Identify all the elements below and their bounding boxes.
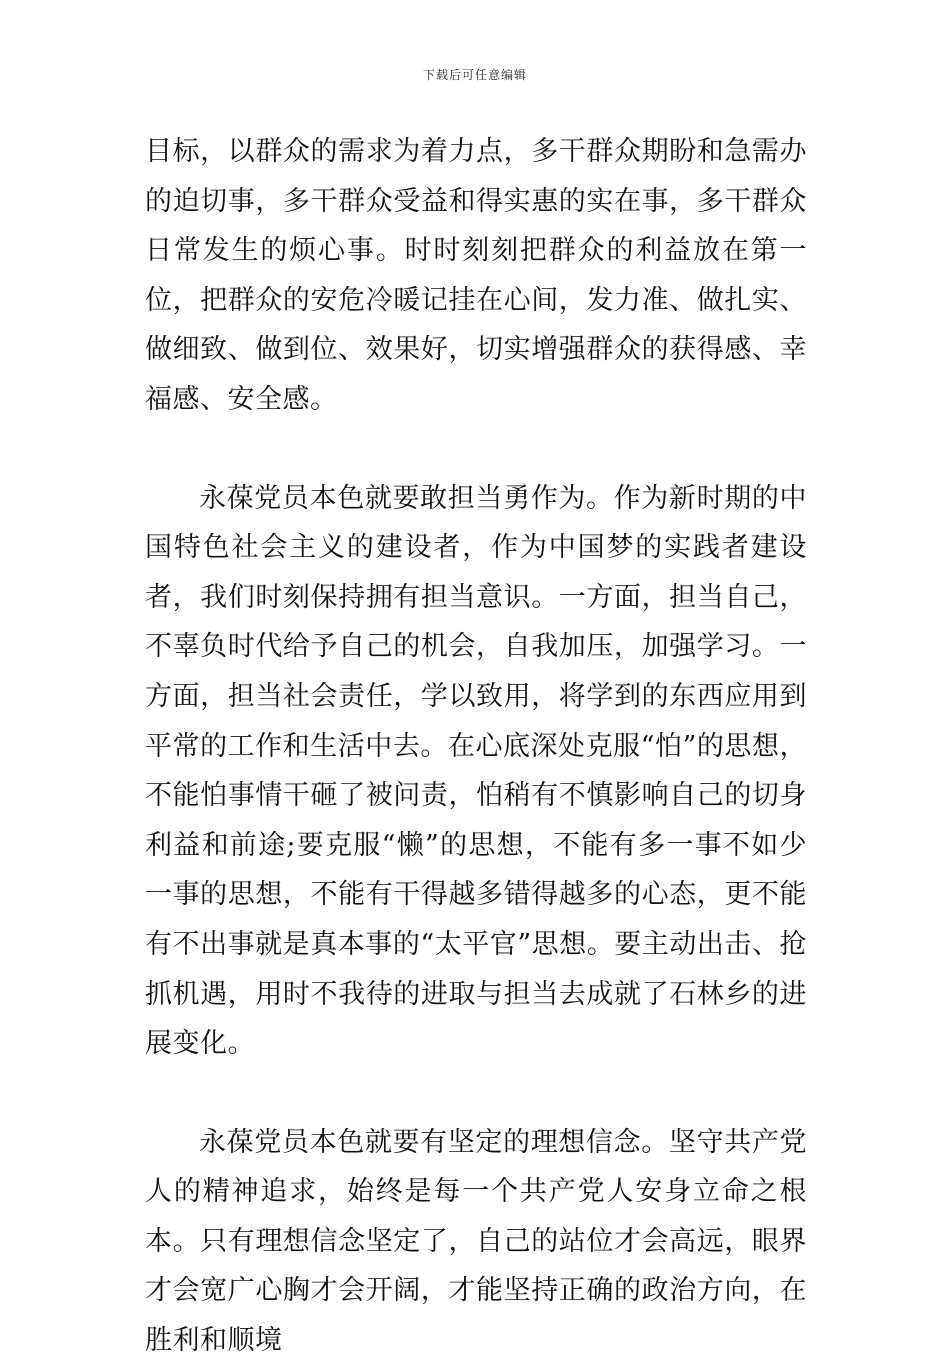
paragraph-continuation: 目标，以群众的需求为着力点，多干群众期盼和急需办的迫切事，多干群众受益和得实惠的实在事，多干群众日常发生的烦心事。时时刻刻把群众的利益放在第一位，把群众的安危冷暖记挂在心间，发力准、做扎实、做细致、做到位、效果好，切实增强群众的获得感、幸福感、安全感。 — [145, 136, 807, 415]
document-body — [145, 127, 807, 1366]
paragraph-courage-responsibility: 永葆党员本色就要敢担当勇作为。作为新时期的中国特色社会主义的建设者，作为中国梦的实践者建设者，我们时刻保持拥有担当意识。一方面，担当自己，不辜负时代给予自己的机会，自我加压，加强学习。一方面，担当社会责任，学以致用，将学到的东西应用到平常的工作和生活中去。在心底深处克服“怕”的思想，不能怕事情干砸了被问责，怕稍有不慎影响自己的切身利益和前途;要克服“懒”的思想，不能有多一事不如少一事的思想，不能有干得越多错得越多的心态，更不能有不出事就是真本事的“太平官”思想。要主动出击、抢抓机遇，用时不我待的进取与担当去成就了石林乡的进展变化。 — [145, 482, 807, 1060]
paragraph-spacer — [145, 1069, 807, 1118]
page-header: 下载后可任意编辑 — [422, 68, 527, 82]
paragraph-ideals-beliefs: 永葆党员本色就要有坚定的理想信念。坚守共产党人的精神追求，始终是每一个共产党人安身立命之根本。只有理想信念坚定了，自己的站位才会高远，眼界才会宽广心胸才会开阔，才能坚持正确的政治方向，在胜利和顺境 — [145, 1126, 807, 1357]
paragraph-spacer — [145, 425, 807, 474]
